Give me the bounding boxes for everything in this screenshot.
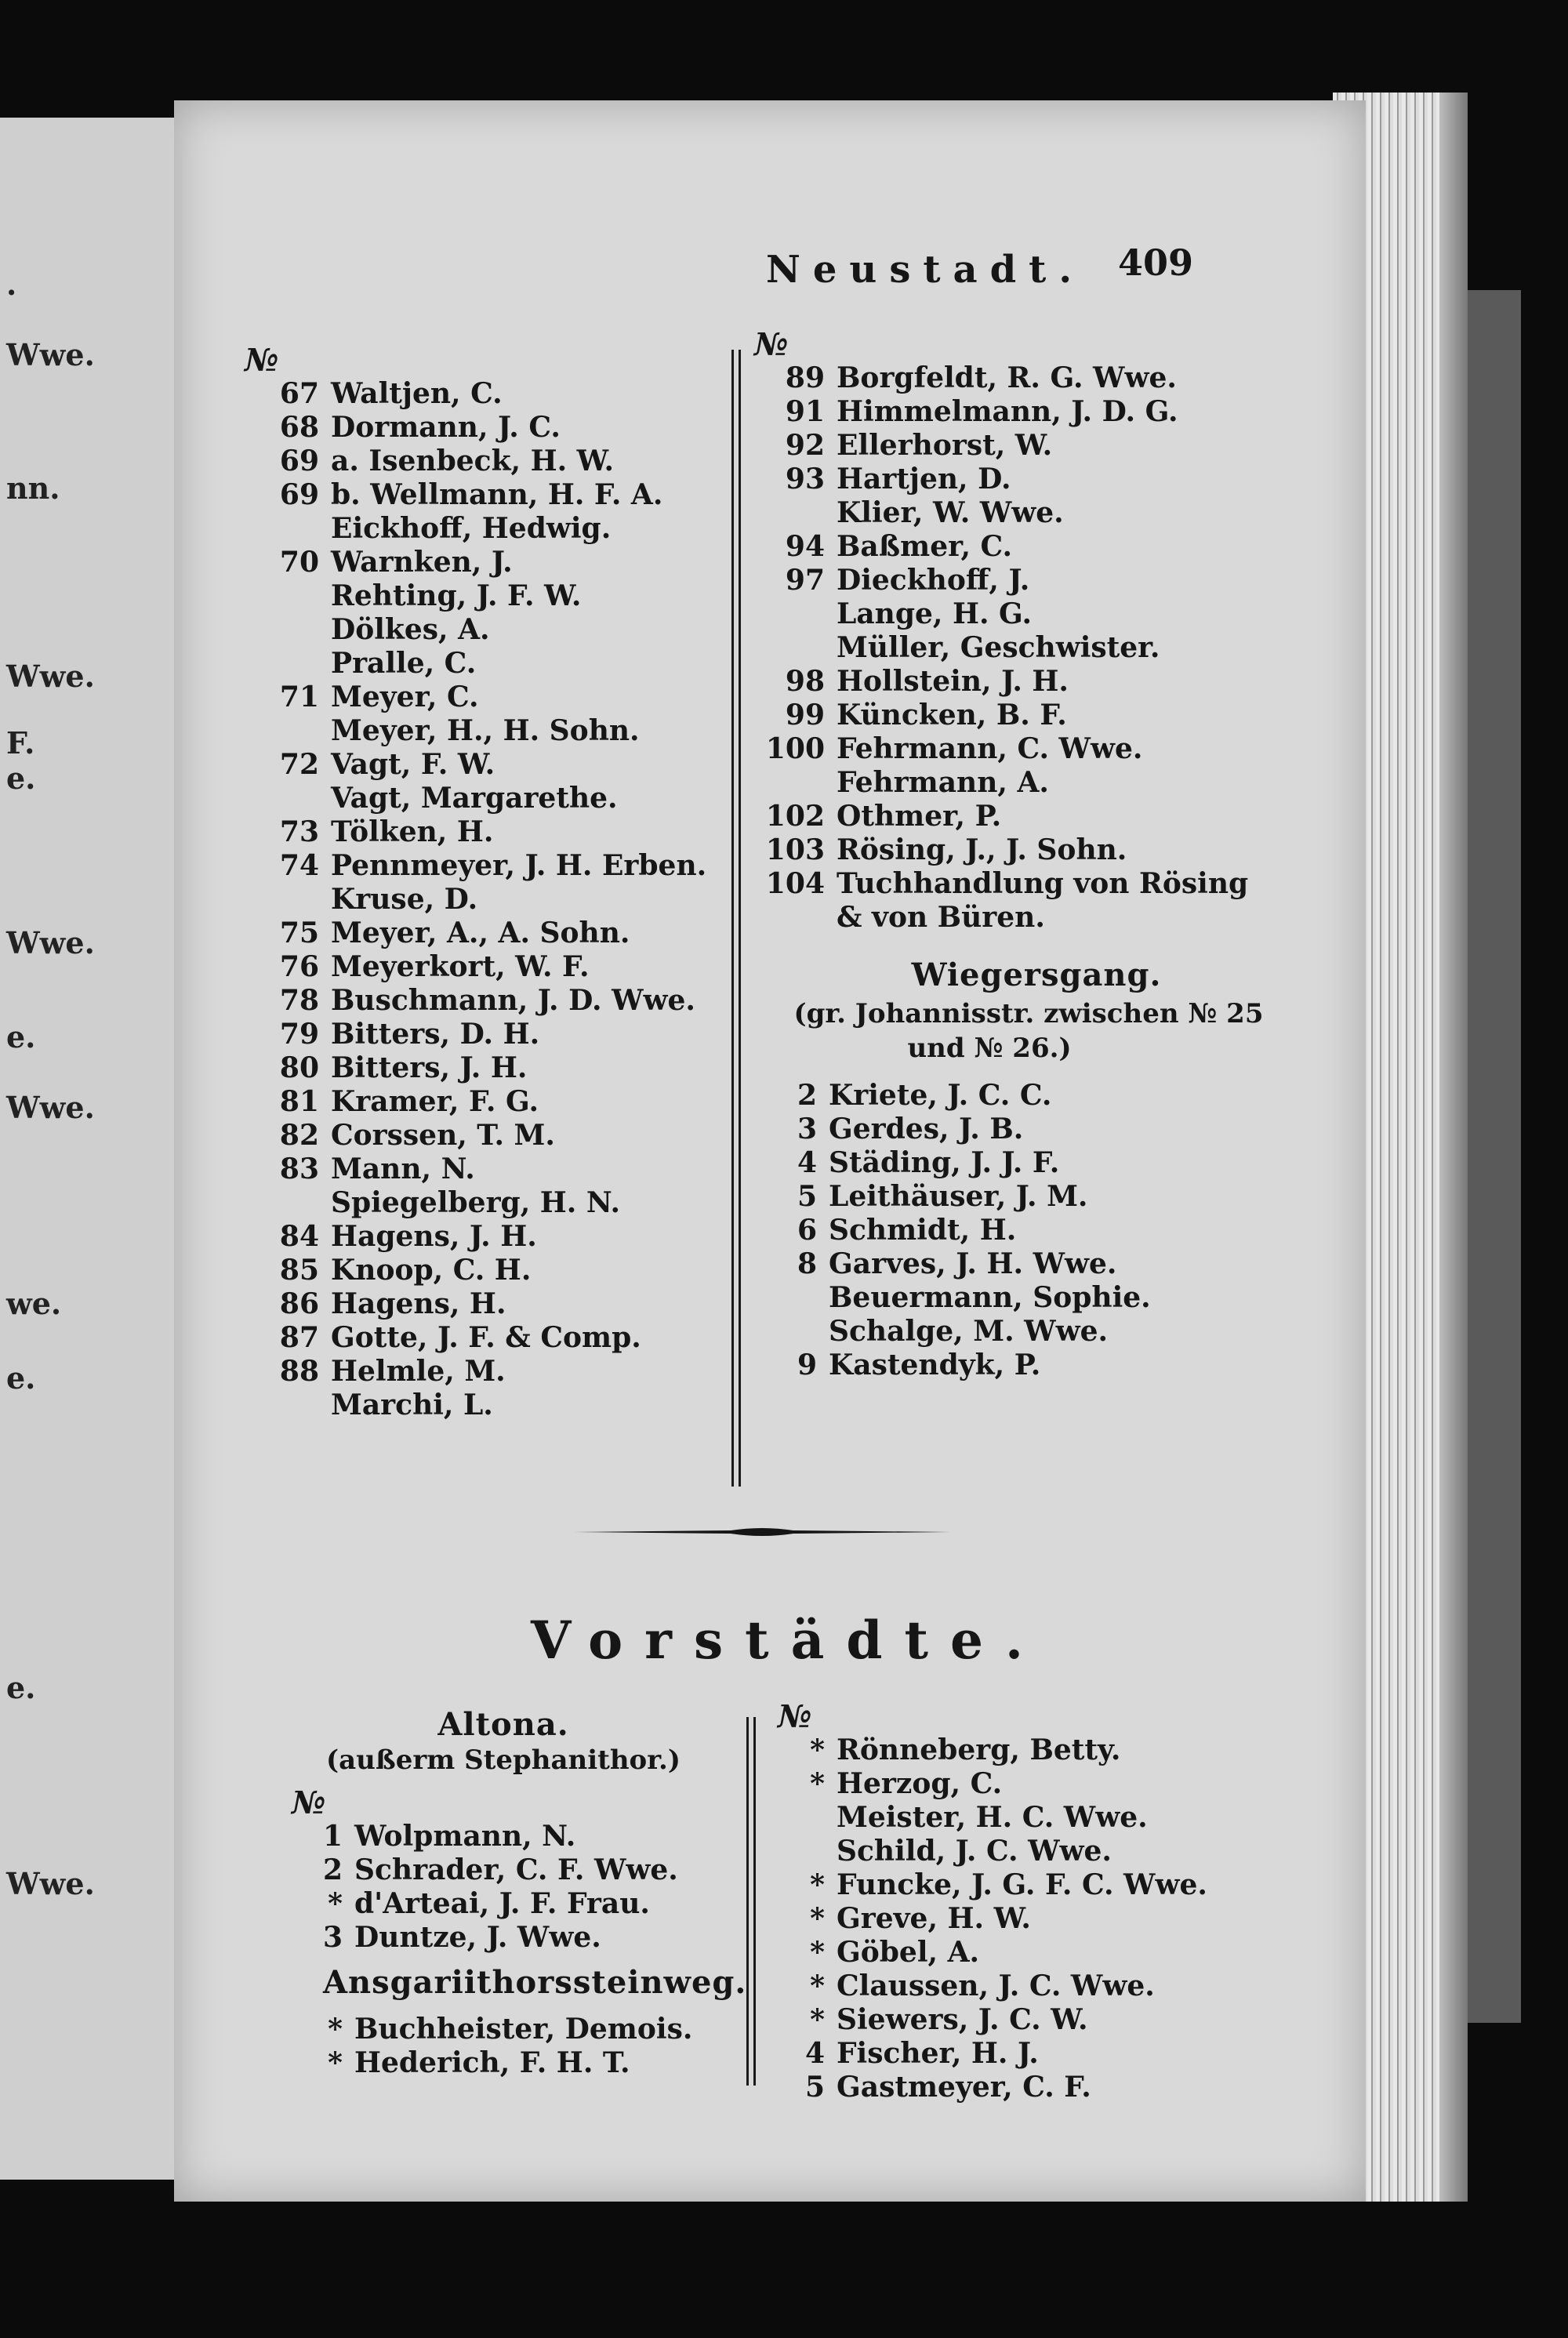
directory-entry: [754, 1079, 1319, 1113]
directory-entry: [252, 984, 695, 1018]
resident-name: Buchheister, Demois.: [354, 2013, 693, 2046]
house-number: 5: [804, 2071, 825, 2104]
house-number: 76: [279, 950, 319, 983]
resident-name: Hagens, H.: [331, 1287, 506, 1320]
entry-list: [292, 2013, 715, 2080]
directory-entry: [252, 681, 691, 714]
directory-entry: [252, 445, 691, 478]
directory-entry: [754, 361, 1319, 395]
directory-entry: [252, 1254, 691, 1287]
house-number: 78: [279, 984, 319, 1017]
house-number: 79: [279, 1018, 319, 1051]
directory-entry: [754, 1214, 1319, 1247]
house-number: 5: [797, 1180, 817, 1213]
directory-entry: [754, 496, 1319, 530]
resident-name: Beuermann, Sophie.: [829, 1281, 1151, 1314]
column-divider: [746, 1717, 756, 2086]
directory-entry: [252, 883, 691, 917]
resident-name: Greve, H. W.: [837, 1902, 1031, 1935]
directory-entry: [252, 1018, 691, 1051]
vorstaedte-right-column: [778, 1700, 1327, 2104]
resident-name: Ellerhorst, W.: [837, 429, 1053, 462]
resident-name: Pennmeyer, J. H. Erben.: [331, 849, 707, 882]
entry-list: [754, 361, 1319, 935]
house-number: 94: [785, 530, 825, 563]
house-number: 74: [279, 849, 319, 882]
resident-name: Knoop, C. H.: [331, 1254, 532, 1287]
resident-name: Funcke, J. G. F. C. Wwe.: [837, 1868, 1207, 1901]
house-number: *: [810, 1970, 825, 2002]
house-number: *: [810, 1902, 825, 1935]
resident-name: Othmer, P.: [837, 800, 1002, 833]
facing-page-text-fragment: Wwe.: [6, 1090, 95, 1125]
house-number: 85: [279, 1254, 319, 1287]
resident-name: Fehrmann, A.: [837, 766, 1049, 799]
number-header: [778, 1700, 1327, 1734]
house-number: 68: [279, 411, 319, 444]
resident-name: Göbel, A.: [837, 1936, 980, 1969]
directory-entry: [252, 1153, 691, 1186]
house-number: 8: [797, 1247, 817, 1280]
directory-entry: [252, 849, 707, 883]
house-number: 81: [279, 1085, 319, 1118]
resident-name: Baßmer, C.: [837, 530, 1013, 563]
directory-entry: [754, 901, 1319, 935]
directory-entry: [754, 631, 1319, 665]
resident-name: Rönneberg, Betty.: [837, 1734, 1121, 1766]
section-title-ansgarii: Ansgariithorssteinweg.: [323, 1964, 747, 2001]
facing-page-text-fragment: nn.: [6, 470, 60, 506]
directory-entry: [778, 2037, 1327, 2071]
resident-name: Marchi, L.: [331, 1389, 493, 1421]
resident-name: Mann, N.: [331, 1153, 475, 1185]
section-title-wiegersgang: Wiegersgang.: [911, 957, 1162, 993]
facing-page-text-fragment: e.: [6, 761, 36, 796]
directory-entry: [754, 530, 1319, 564]
directory-entry: [252, 714, 691, 748]
directory-entry: [252, 950, 691, 984]
resident-name: Warnken, J.: [331, 546, 513, 579]
directory-entry: [252, 1085, 691, 1119]
house-number: 69: [279, 445, 319, 477]
house-number: 75: [279, 917, 319, 949]
resident-name: Gastmeyer, C. F.: [837, 2071, 1091, 2104]
resident-name: b. Wellmann, H. F. A.: [331, 478, 663, 511]
directory-entry: [252, 377, 691, 411]
house-number: 71: [279, 681, 319, 713]
running-title: Neustadt.: [766, 248, 1085, 292]
directory-entry: [778, 1902, 1327, 1936]
facing-page-text-fragment: we.: [6, 1286, 62, 1321]
resident-name: Bitters, D. H.: [331, 1018, 540, 1051]
resident-name: Meister, H. C. Wwe.: [837, 1801, 1148, 1834]
house-number: 82: [279, 1119, 319, 1152]
directory-entry: [778, 1767, 1327, 1801]
facing-page-text-fragment: F.: [6, 725, 35, 761]
directory-entry: [754, 463, 1319, 496]
directory-entry: [292, 1853, 715, 1887]
resident-name: Buschmann, J. D. Wwe.: [331, 984, 695, 1017]
house-number: *: [328, 2013, 343, 2046]
entry-list: [778, 1734, 1327, 2104]
facing-page-text-fragment: Wwe.: [6, 659, 95, 694]
directory-entry: [252, 1186, 691, 1220]
directory-entry: [292, 2046, 715, 2080]
resident-name: Eickhoff, Hedwig.: [331, 512, 612, 545]
directory-entry: [778, 1801, 1327, 1835]
resident-name: d'Arteai, J. F. Frau.: [354, 1887, 650, 1920]
resident-name: Dölkes, A.: [331, 613, 490, 646]
directory-entry: [754, 867, 1319, 901]
resident-name: Schmidt, H.: [829, 1214, 1017, 1247]
resident-name: Meyer, H., H. Sohn.: [331, 714, 640, 747]
house-number: 67: [279, 377, 319, 410]
directory-entry: [252, 748, 691, 782]
section-subtitle: und № 26.): [907, 1033, 1072, 1064]
directory-entry: [252, 411, 691, 445]
house-number: 102: [765, 800, 825, 833]
resident-name: Küncken, B. F.: [837, 699, 1067, 732]
resident-name: Fehrmann, C. Wwe.: [837, 732, 1143, 765]
house-number: 98: [785, 665, 825, 698]
edge-shadow: [1439, 93, 1468, 2202]
directory-entry: [252, 546, 691, 579]
house-number: 6: [797, 1214, 817, 1247]
house-number: 4: [804, 2037, 825, 2070]
directory-entry: [754, 1146, 1319, 1180]
number-symbol: №: [754, 326, 789, 363]
directory-entry: [252, 613, 691, 647]
facing-page-text-fragment: .: [6, 267, 17, 302]
resident-name: Kriete, J. C. C.: [829, 1079, 1052, 1112]
house-number: 100: [765, 732, 825, 765]
directory-entry: [754, 395, 1319, 429]
directory-entry: [252, 815, 691, 849]
resident-name: Gotte, J. F. & Comp.: [331, 1321, 641, 1354]
resident-name: Tölken, H.: [331, 815, 494, 848]
resident-name: Herzog, C.: [837, 1767, 1003, 1800]
resident-name: a. Isenbeck, H. W.: [331, 445, 615, 477]
resident-name: Meyer, A., A. Sohn.: [331, 917, 630, 949]
resident-name: Pralle, C.: [331, 647, 477, 680]
directory-entry: [252, 647, 691, 681]
directory-entry: [754, 1180, 1319, 1214]
resident-name: Kramer, F. G.: [331, 1085, 539, 1118]
house-number: 89: [785, 361, 825, 394]
number-symbol: №: [245, 342, 279, 379]
house-number: 72: [279, 748, 319, 781]
house-number: 92: [785, 429, 825, 462]
facing-page-text-fragment: e.: [6, 1019, 36, 1055]
house-number: 3: [322, 1921, 343, 1954]
directory-entry: [252, 1220, 691, 1254]
resident-name: Fischer, H. J.: [837, 2037, 1039, 2070]
directory-entry: [754, 564, 1319, 597]
directory-entry: [754, 597, 1319, 631]
directory-entry: [252, 917, 691, 950]
entry-list: [252, 377, 707, 1422]
house-number: 2: [797, 1079, 817, 1112]
running-head: [597, 241, 1193, 295]
house-number: 1: [322, 1820, 343, 1853]
directory-entry: [754, 1113, 1319, 1146]
house-number: 99: [785, 699, 825, 732]
directory-entry: [754, 429, 1319, 463]
resident-name: Rehting, J. F. W.: [331, 579, 582, 612]
number-symbol: №: [292, 1784, 326, 1821]
house-number: 69: [279, 478, 319, 511]
resident-name: Vagt, Margarethe.: [331, 782, 618, 815]
house-number: 83: [279, 1153, 319, 1185]
resident-name: Spiegelberg, H. N.: [331, 1186, 620, 1219]
neustadt-right-column: [754, 328, 1319, 1382]
house-number: 97: [785, 564, 825, 597]
resident-name: Dormann, J. C.: [331, 411, 561, 444]
house-number: 73: [279, 815, 319, 848]
resident-name: Hagens, J. H.: [331, 1220, 537, 1253]
house-number: *: [810, 1868, 825, 1901]
directory-entry: [754, 1281, 1319, 1315]
house-number: 4: [797, 1146, 817, 1179]
house-number: 3: [797, 1113, 817, 1145]
directory-entry: [292, 1921, 715, 1955]
resident-name: Leithäuser, J. M.: [829, 1180, 1088, 1213]
resident-name: Gerdes, J. B.: [829, 1113, 1024, 1145]
facing-page-text-fragment: e.: [6, 1670, 36, 1705]
house-number: 70: [279, 546, 319, 579]
section-subtitle: (gr. Johannisstr. zwischen № 25: [793, 998, 1264, 1029]
directory-entry: [778, 1970, 1327, 2003]
number-header: [245, 342, 691, 379]
book-page: [174, 100, 1366, 2202]
resident-name: Claussen, J. C. Wwe.: [837, 1970, 1155, 2002]
house-number: 84: [279, 1220, 319, 1253]
house-number: 2: [322, 1853, 343, 1886]
directory-entry: [252, 1389, 691, 1422]
directory-entry: [754, 1315, 1319, 1349]
directory-entry: [754, 732, 1319, 766]
vorstaedte-left-column: [292, 1706, 747, 2080]
resident-name: Borgfeldt, R. G. Wwe.: [837, 361, 1177, 394]
directory-entry: [292, 1887, 715, 1921]
resident-name: Tuchhandlung von Rösing: [837, 867, 1249, 900]
resident-name: Schalge, M. Wwe.: [829, 1315, 1109, 1348]
directory-entry: [252, 1051, 691, 1085]
entry-list: [292, 1820, 715, 1955]
house-number: 9: [797, 1349, 817, 1381]
house-number: *: [328, 1887, 343, 1920]
facing-page-text-fragment: Wwe.: [6, 337, 95, 372]
directory-entry: [754, 833, 1319, 867]
house-number: *: [810, 1734, 825, 1766]
directory-entry: [252, 1119, 691, 1153]
resident-name: Duntze, J. Wwe.: [354, 1921, 601, 1954]
directory-entry: [292, 2013, 715, 2046]
house-number: 87: [279, 1321, 319, 1354]
house-number: 86: [279, 1287, 319, 1320]
house-number: *: [810, 1936, 825, 1969]
neustadt-left-column: [245, 342, 707, 1422]
resident-name: & von Büren.: [837, 901, 1045, 934]
directory-entry: [252, 478, 691, 512]
house-number: *: [810, 2003, 825, 2036]
directory-entry: [252, 1287, 691, 1321]
directory-entry: [778, 1868, 1327, 1902]
directory-entry: [778, 2003, 1327, 2037]
section-heading-vorstaedte: Vorstädte.: [531, 1610, 1045, 1671]
directory-entry: [252, 512, 691, 546]
resident-name: Schrader, C. F. Wwe.: [354, 1853, 678, 1886]
facing-page-text-fragment: Wwe.: [6, 925, 95, 960]
column-divider: [731, 350, 741, 1487]
house-number: 104: [765, 867, 825, 900]
resident-name: Helmle, M.: [331, 1355, 506, 1388]
house-number: 80: [279, 1051, 319, 1084]
directory-entry: [252, 579, 691, 613]
directory-entry: [252, 782, 691, 815]
resident-name: Meyer, C.: [331, 681, 479, 713]
directory-entry: [754, 699, 1319, 732]
resident-name: Klier, W. Wwe.: [837, 496, 1064, 529]
directory-entry: [292, 1820, 715, 1853]
number-header: [292, 1786, 715, 1820]
resident-name: Hartjen, D.: [837, 463, 1011, 496]
section-title-altona: Altona.: [437, 1706, 569, 1743]
directory-entry: [754, 1247, 1319, 1281]
resident-name: Städing, J. J. F.: [829, 1146, 1060, 1179]
resident-name: Himmelmann, J. D. G.: [837, 395, 1178, 428]
ornamental-rule: [574, 1526, 950, 1538]
directory-entry: [754, 766, 1319, 800]
directory-entry: [778, 1734, 1327, 1767]
directory-entry: [754, 800, 1319, 833]
resident-name: Hederich, F. H. T.: [354, 2046, 630, 2079]
resident-name: Dieckhoff, J.: [837, 564, 1030, 597]
resident-name: Lange, H. G.: [837, 597, 1033, 630]
resident-name: Bitters, J. H.: [331, 1051, 528, 1084]
directory-entry: [778, 2071, 1327, 2104]
resident-name: Vagt, F. W.: [331, 748, 495, 781]
resident-name: Rösing, J., J. Sohn.: [837, 833, 1127, 866]
facing-page-text-fragment: Wwe.: [6, 1866, 95, 1901]
directory-entry: [754, 1349, 1319, 1382]
entry-list: [754, 1079, 1319, 1382]
resident-name: Wolpmann, N.: [354, 1820, 576, 1853]
resident-name: Siewers, J. C. W.: [837, 2003, 1088, 2036]
resident-name: Waltjen, C.: [331, 377, 503, 410]
directory-entry: [778, 1835, 1327, 1868]
facing-page-text-fragment: e.: [6, 1360, 36, 1396]
resident-name: Meyerkort, W. F.: [331, 950, 590, 983]
house-number: 103: [765, 833, 825, 866]
resident-name: Garves, J. H. Wwe.: [829, 1247, 1117, 1280]
resident-name: Kastendyk, P.: [829, 1349, 1041, 1381]
page-number: 409: [1117, 241, 1193, 284]
house-number: *: [328, 2046, 343, 2079]
directory-entry: [754, 665, 1319, 699]
directory-entry: [252, 1321, 691, 1355]
resident-name: Müller, Geschwister.: [837, 631, 1160, 664]
house-number: 93: [785, 463, 825, 496]
resident-name: Kruse, D.: [331, 883, 478, 916]
number-header: [754, 328, 1319, 361]
book-cover-edge: [1466, 290, 1521, 2023]
number-symbol: №: [778, 1698, 812, 1735]
resident-name: Schild, J. C. Wwe.: [837, 1835, 1112, 1868]
house-number: 88: [279, 1355, 319, 1388]
house-number: *: [810, 1767, 825, 1800]
resident-name: Corssen, T. M.: [331, 1119, 555, 1152]
house-number: 91: [785, 395, 825, 428]
section-subtitle: (außerm Stephanithor.): [326, 1744, 681, 1776]
directory-entry: [778, 1936, 1327, 1970]
directory-entry: [252, 1355, 691, 1389]
resident-name: Hollstein, J. H.: [837, 665, 1069, 698]
